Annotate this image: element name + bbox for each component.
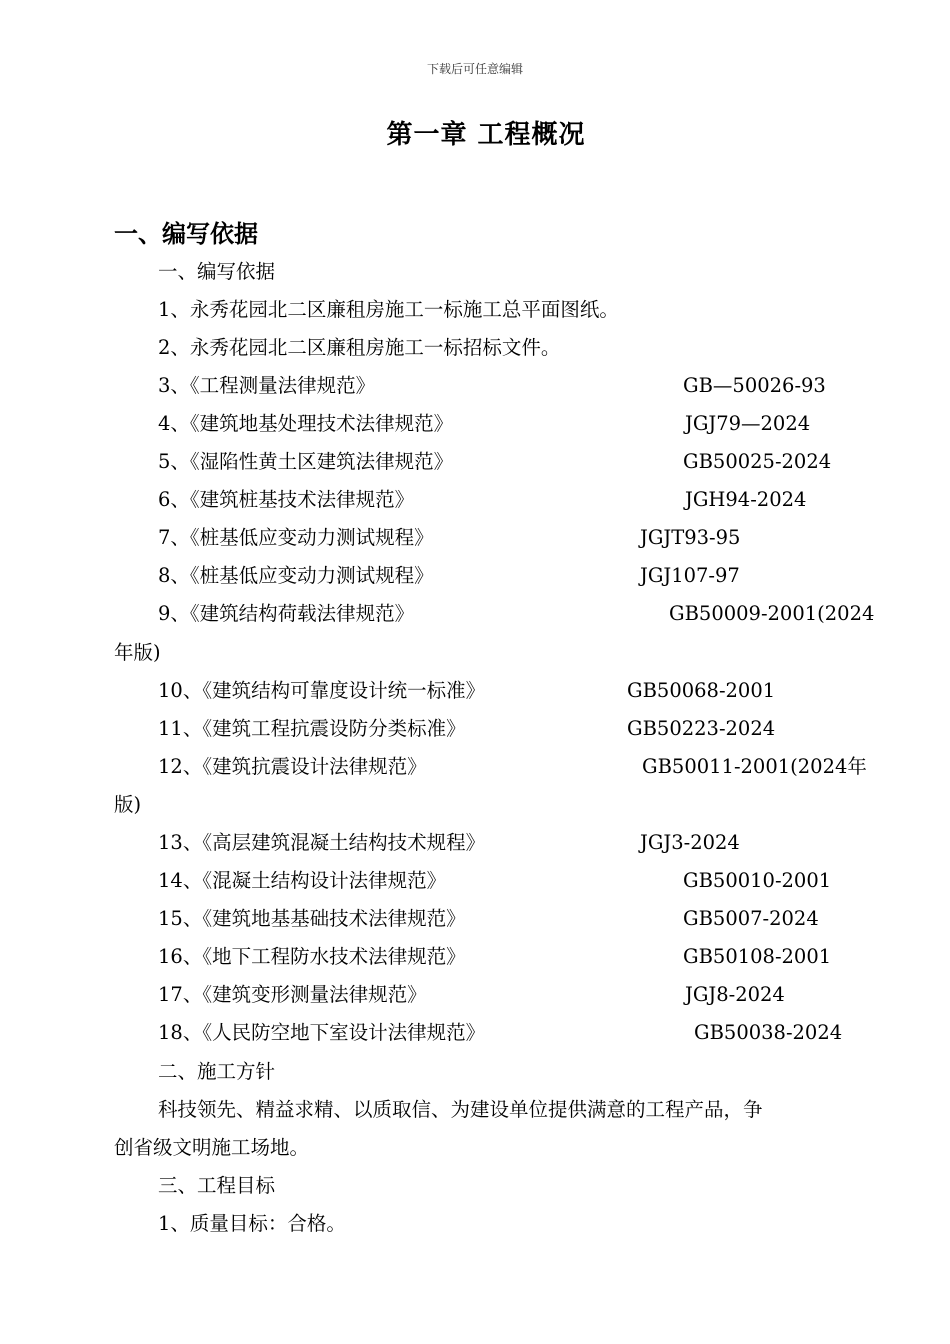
basis-item-2: 2、永秀花园北二区廉租房施工一标招标文件。: [158, 336, 561, 359]
basis-code-17: JGJ8-2024: [685, 983, 785, 1006]
section-heading: 一、编写依据: [114, 219, 258, 248]
basis-cont-12: 版): [114, 793, 142, 816]
basis-item-11: 11、《建筑工程抗震设防分类标准》: [158, 717, 466, 740]
basis-item-12: 12、《建筑抗震设计法律规范》: [158, 755, 427, 778]
basis-item-9: 9、《建筑结构荷载法律规范》: [158, 602, 415, 625]
basis-code-16: GB50108-2001: [683, 945, 832, 968]
basis-code-14: GB50010-2001: [683, 869, 832, 892]
basis-item-1: 1、永秀花园北二区廉租房施工一标施工总平面图纸。: [158, 298, 619, 321]
basis-code-13: JGJ3-2024: [640, 831, 740, 854]
basis-code-3: GB—50026-93: [683, 374, 826, 397]
basis-item-6: 6、《建筑桩基技术法律规范》: [158, 488, 415, 511]
basis-item-7: 7、《桩基低应变动力测试规程》: [158, 526, 434, 549]
basis-code-7: JGJT93-95: [640, 526, 741, 549]
basis-item-13: 13、《高层建筑混凝土结构技术规程》: [158, 831, 486, 854]
subheading-goals: 三、工程目标: [158, 1174, 276, 1197]
basis-code-18: GB50038-2024: [694, 1021, 843, 1044]
basis-item-15: 15、《建筑地基基础技术法律规范》: [158, 907, 466, 930]
basis-code-6: JGH94-2024: [685, 488, 807, 511]
basis-item-8: 8、《桩基低应变动力测试规程》: [158, 564, 434, 587]
basis-item-4: 4、《建筑地基处理技术法律规范》: [158, 412, 454, 435]
basis-item-14: 14、《混凝土结构设计法律规范》: [158, 869, 447, 892]
basis-code-12: GB50011-2001(2024年: [642, 755, 867, 778]
basis-code-4: JGJ79—2024: [685, 412, 811, 435]
subheading-basis: 一、编写依据: [158, 260, 276, 283]
basis-item-17: 17、《建筑变形测量法律规范》: [158, 983, 427, 1006]
chapter-title: 第一章 工程概况: [386, 120, 586, 150]
header-note: 下载后可任意编辑: [426, 62, 523, 76]
basis-code-11: GB50223-2024: [627, 717, 776, 740]
basis-code-9: GB50009-2001(2024: [669, 602, 875, 625]
basis-code-8: JGJ107-97: [640, 564, 740, 587]
basis-item-18: 18、《人民防空地下室设计法律规范》: [158, 1021, 486, 1044]
policy-text-line2: 创省级文明施工场地。: [114, 1136, 310, 1159]
basis-item-5: 5、《湿陷性黄土区建筑法律规范》: [158, 450, 454, 473]
goal-quality: 1、质量目标：合格。: [158, 1212, 346, 1235]
subheading-policy: 二、施工方针: [158, 1060, 276, 1083]
basis-item-10: 10、《建筑结构可靠度设计统一标准》: [158, 679, 486, 702]
basis-cont-9: 年版): [114, 641, 161, 664]
policy-text-line1: 科技领先、精益求精、以质取信、为建设单位提供满意的工程产品，争: [158, 1098, 763, 1121]
basis-code-10: GB50068-2001: [627, 679, 776, 702]
basis-code-5: GB50025-2024: [683, 450, 832, 473]
basis-item-3: 3、《工程测量法律规范》: [158, 374, 376, 397]
basis-code-15: GB5007-2024: [683, 907, 819, 930]
basis-item-16: 16、《地下工程防水技术法律规范》: [158, 945, 466, 968]
